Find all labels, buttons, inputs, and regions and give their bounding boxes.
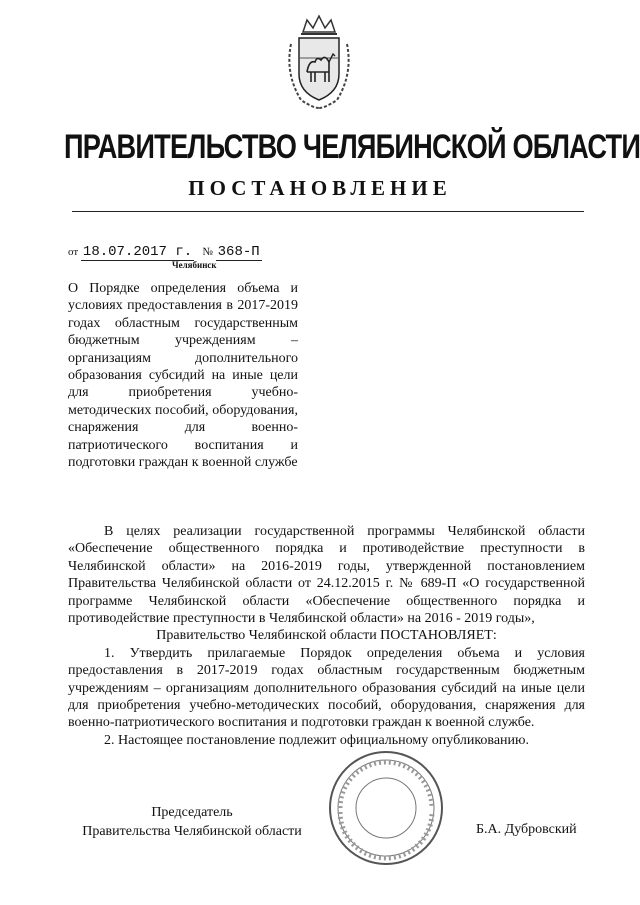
item-2: 2. Настоящее постановление подлежит официальному опубликованию. [104, 732, 529, 748]
number-prefix: № [202, 246, 213, 258]
document-number: 368-П [217, 244, 260, 260]
item-1: 1. Утвердить прилагаемые Порядок определения объема и условия предоставления в 2017-2019 годах областным государственным бюджетным учреждениям – организациям дополнительного образования субсидий на иные цели для приобретения учебно-методических пособий, оборудования, снаряжения для военно-патриотического воспитания и подготовки граждан к военной службе. [68, 645, 585, 731]
document-type: ПОСТАНОВЛЕНИЕ [188, 176, 452, 200]
position-line-2: Правительства Челябинской области [82, 824, 302, 839]
signatory-name: Б.А. Дубровский [476, 822, 577, 837]
signatory-position [76, 803, 308, 841]
date-number-line [68, 244, 262, 260]
header-divider [72, 211, 584, 212]
city: Челябинск [172, 260, 217, 270]
preamble-paragraph: В целях реализации государственной программы Челябинской области «Обеспечение общественного порядка и противодействие преступности в Челябинской области» на 2016-2019 годы, утвержденной постановлением Правительства Челябинской области от 24.12.2015 г. № 689-П «О государственной программе Челябинской области «Обеспечение общественного порядка и противодействие преступности в Челябинской области» на 2016 - 2019 годы», [68, 524, 585, 627]
decree-line: Правительство Челябинской области ПОСТАНОВЛЯЕТ: [156, 628, 497, 644]
date-prefix: от [68, 246, 79, 258]
document-body [68, 523, 585, 749]
coat-of-arms-icon [283, 14, 355, 110]
government-title: ПРАВИТЕЛЬСТВО ЧЕЛЯБИНСКОЙ ОБЛАСТИ [64, 128, 640, 166]
position-line-1: Председатель [151, 805, 233, 820]
document-subject: О Порядке определения объема и условиях предоставления в 2017-2019 годах областным государственным бюджетным учреждениям – организациям дополнительного образования субсидий на иные цели для приобретения учебно-методических пособий, оборудования, снаряжения для военно-патриотического воспитания и подготовки граждан к военной службе [68, 281, 298, 471]
official-seal-icon [326, 748, 446, 868]
document-date: 18.07.2017 г. [82, 244, 193, 260]
